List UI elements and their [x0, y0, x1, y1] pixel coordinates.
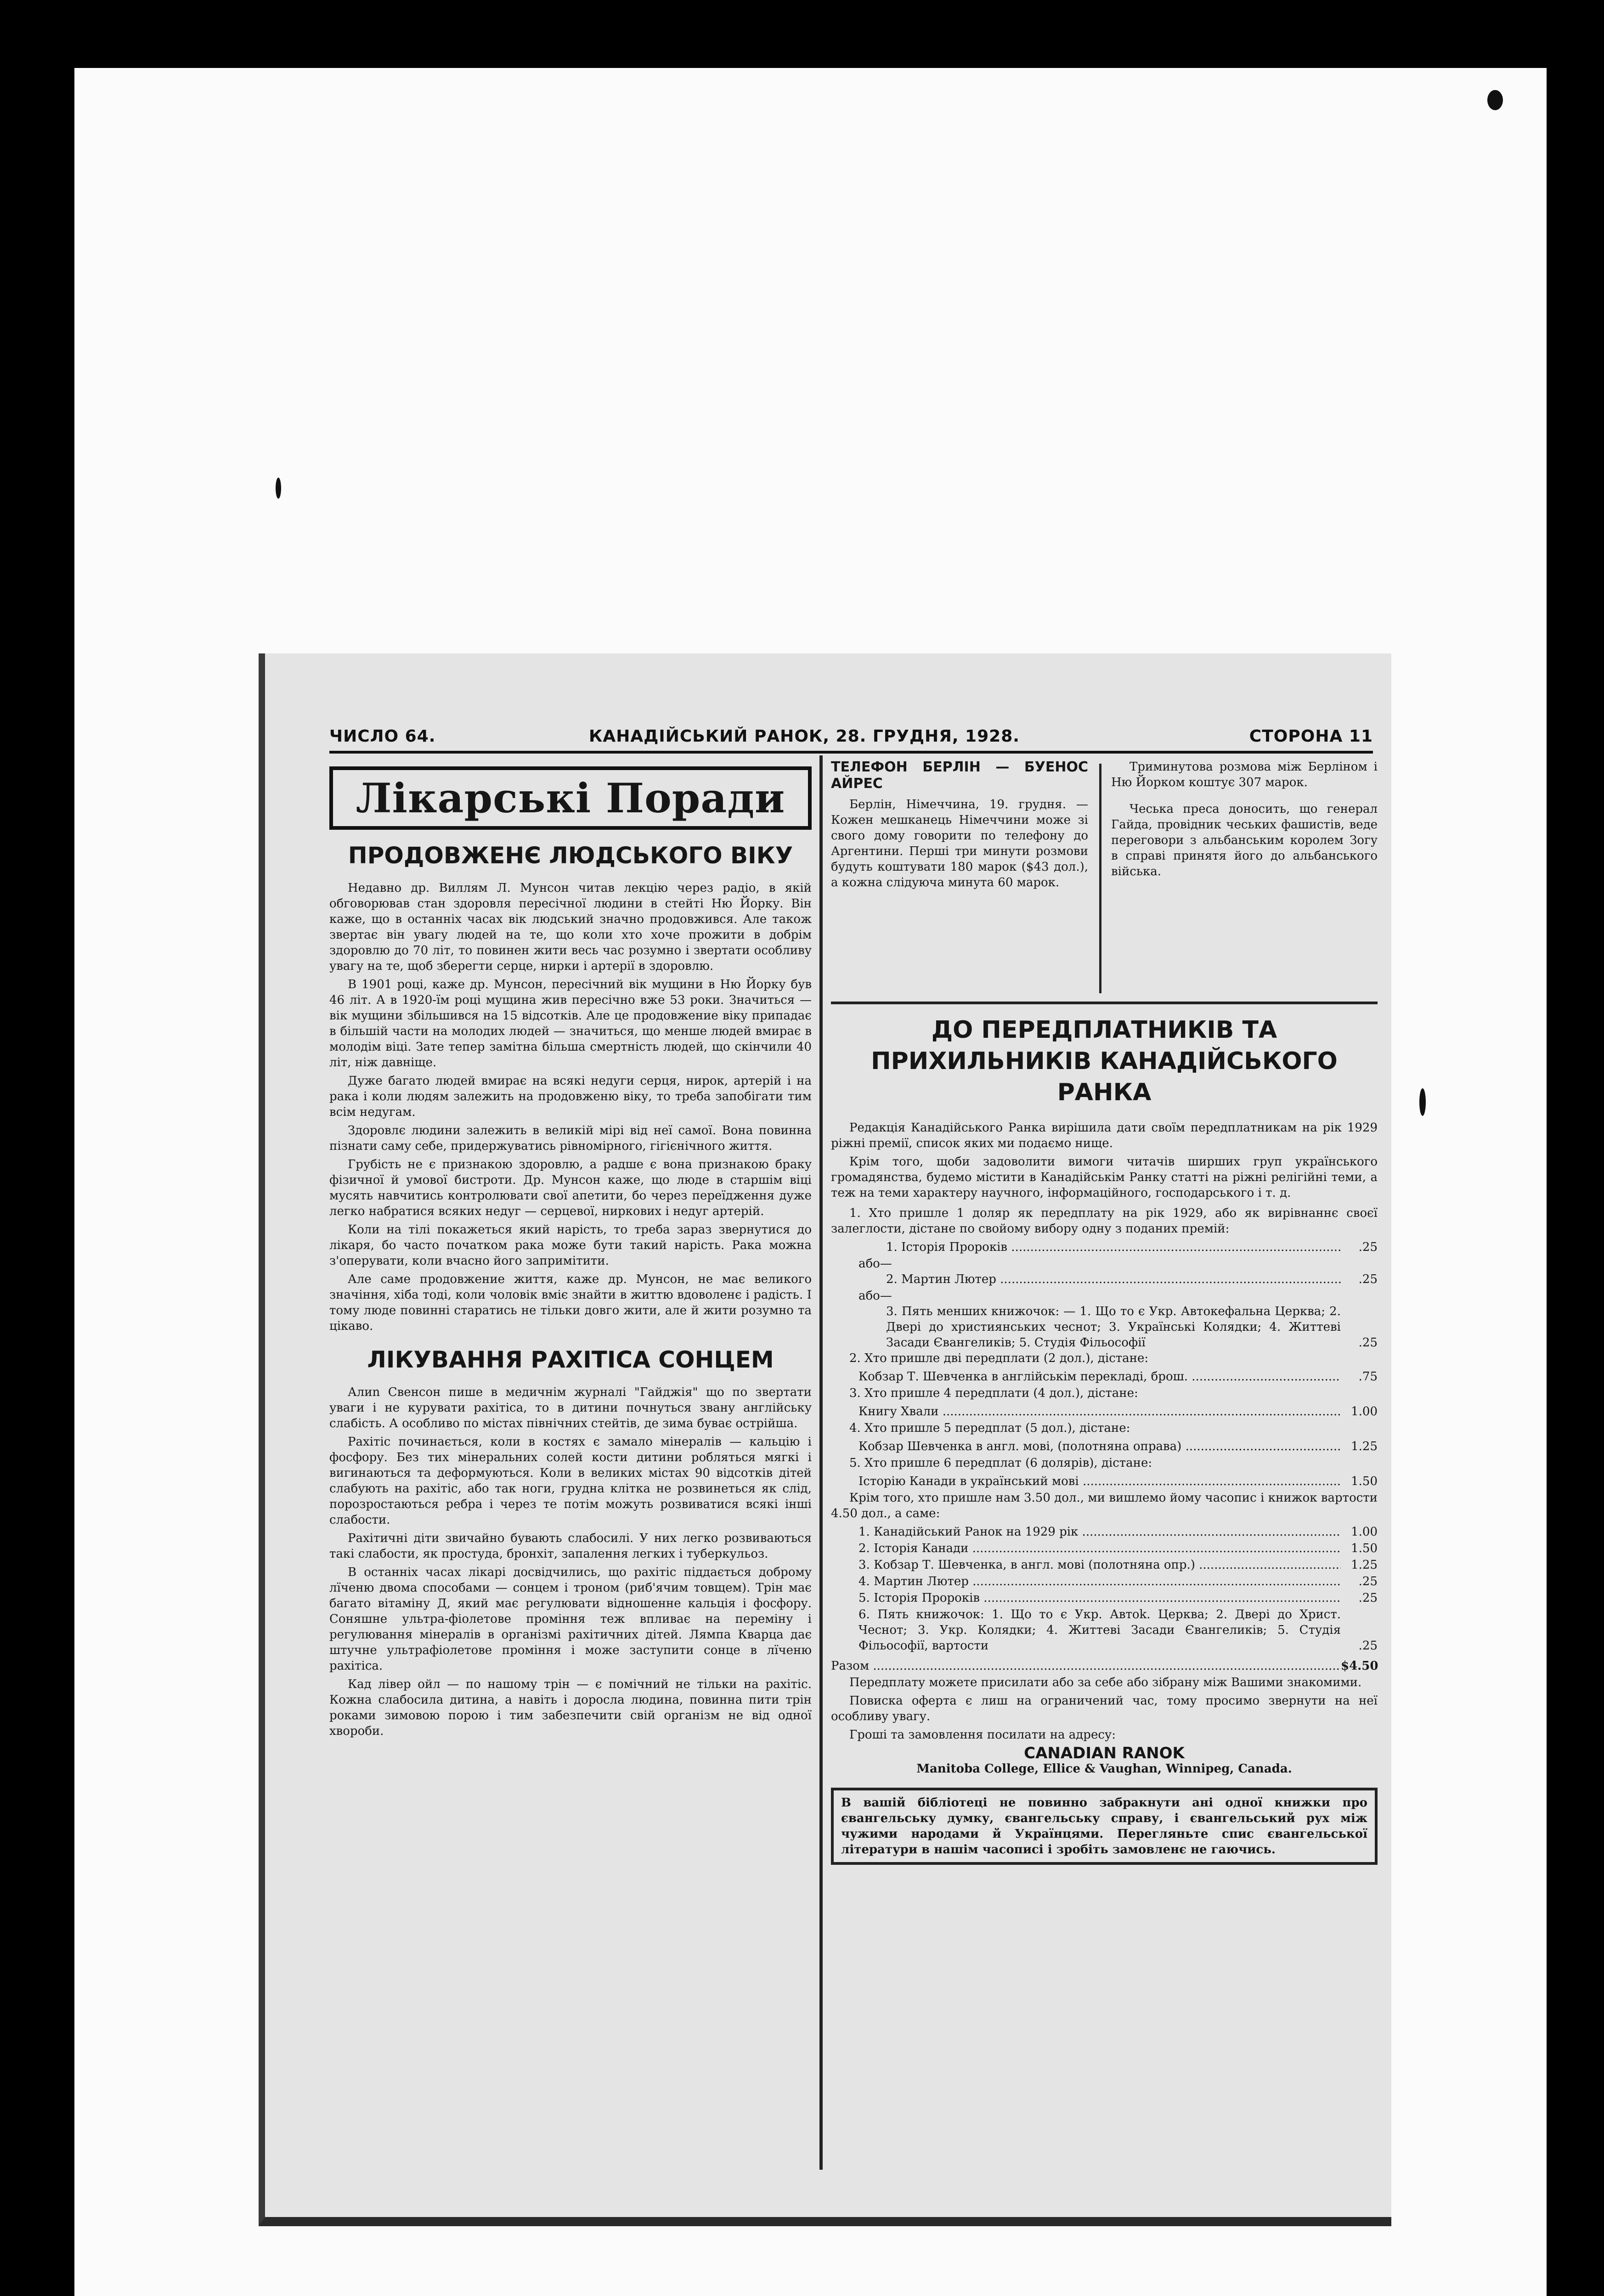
- section-title-box: [329, 766, 812, 830]
- offer-line: 1. Хто пришле 1 доляр як передплату на рік 1929, або як вирівнаннє своєї залеглости, дістане по свойому вибору одну з поданих премій:: [831, 1206, 1378, 1236]
- total-line: Разом ..... $4.50: [831, 1658, 1378, 1674]
- bundle-item: 1. Канадійський Ранок на 1929 рік ..... 1.00: [831, 1524, 1378, 1540]
- article-paragraph: Але саме продовжение життя, каже др. Мунсон, не має великого значіння, хіба тоді, коли чоловік вміє знайти в життю вдоволенє і радість. І тому люде повинні старатись не тільки довго жити, але й жити розумно та цікаво.: [329, 1272, 812, 1333]
- article-paragraph: Рахітичні діти звичайно бувають слабосилі. У них легко розвиваються такі слабости, як простуда, бронхіт, запалення легких і туберкульоз.: [329, 1531, 812, 1561]
- article-paragraph: Грубість не є признакою здоровлю, а радше є вона признакою браку фізичної й умової бистроти. Др. Мунсон каже, що люде в старшім віці мусять навчитись контролювати свої апетити, бо через переїдження дуже легко набратися всяких недуг — серцевої, нирковиx і недуг артерій.: [329, 1158, 812, 1218]
- subscription-paragraph: Крім того, хто пришле нам 3.50 дол., ми вишлемо йому часопис і книжок вартости 4.50 дол., а саме:: [831, 1491, 1378, 1520]
- header-rule: [329, 751, 1373, 754]
- premium-item: 1. Історія Пророків ..... .25: [831, 1239, 1378, 1255]
- section-title: Лікарські Поради: [356, 774, 785, 822]
- bundle-item: 4. Мартин Лютер ..... .25: [831, 1574, 1378, 1589]
- page-header: [329, 727, 1373, 750]
- left-column: [329, 759, 812, 2164]
- film-speck: [1487, 90, 1503, 110]
- right-column: [831, 759, 1378, 2169]
- article-paragraph: Недавно др. Виллям Л. Мунсон читав лекцію через радіо, в якій обговорював стан здоровля пересічної людини в стейті Ню Йорку. Він каже, що в останніх часах вік людський значно продовжився. Але також звертає він увагу людей на те, що коли хто хоче прожити в добрім здоровлю до 70 літ, то повинен жити весь час розумно і звертати особливу увагу на те, щоб зберегти серце, нирки і артерії в здоровлю.: [329, 881, 812, 973]
- issue-number: ЧИСЛО 64.: [329, 727, 436, 746]
- paper-dateline: КАНАДІЙСЬКИЙ РАНОК, 28. ГРУДНЯ, 1928.: [589, 727, 1020, 746]
- news-item: [831, 759, 1088, 893]
- article-paragraph: Алиn Свенсон пише в медичнім журналі "Гайджія" що по звертати уваги і не курувати рахітіса, то в дитини почнуться звану англійську слабість. А особливо по містах північних стейтів, де зима буває острійша.: [329, 1385, 812, 1430]
- subscription-heading: ДО ПЕРЕДПЛАТНИКІВ ТА ПРИХИЛЬНИКІВ КАНАДІЙСЬКОГО РАНКА: [871, 1016, 1338, 1106]
- news-item: [1111, 759, 1378, 882]
- news-text: Чеська преса доносить, що генерал Гайда, провідник чеських фашистів, веде переговори з альбанським королем Зогу в справі принятя його до альбанського війська.: [1111, 802, 1378, 878]
- offer-line: 3. Хто пришле 4 передплати (4 дол.), дістане:: [849, 1386, 1138, 1400]
- article-heading: ЛІКУВАННЯ РАХІТІСА СОНЦЕМ: [367, 1346, 774, 1373]
- or-label: або—: [858, 1257, 892, 1271]
- news-headline: ТЕЛЕФОН БЕРЛІН — БУЕНОС АЙРЕС: [831, 759, 1088, 792]
- article-heading: ПРОДОВЖЕНЄ ЛЮДСЬКОГО ВІКУ: [348, 842, 793, 869]
- article-paragraph: В 1901 році, каже др. Мунсон, пересічний вік мущини в Ню Йорку був 46 літ. А в 1920-їм році мущина жив пересічно вже 53 роки. Значиться — вік мущини збільшився на 15 відсотків. Але це продовжение віку припадає в більшій части на молодих людей — значиться, що менше людей вмирає в молодім віці. Зате тепер замітна більша смертність людей, що скінчили 40 літ, ніж давніще.: [329, 978, 812, 1069]
- address-name: CANADIAN RANOK: [1024, 1744, 1185, 1762]
- offer-line: 2. Хто пришле дві передплати (2 дол.), дістане:: [849, 1351, 1149, 1365]
- article-paragraph: Дуже багато людей вмирає на всякі недуги серця, нирок, артерій і на рака і коли людям залежить на продовженю віку, то треба запобігати тим всім недугам.: [329, 1074, 812, 1119]
- premium-item: Історію Канади в український мові ..... 1.50: [831, 1474, 1378, 1489]
- bundle-item: 5. Історія Пророків ..... .25: [831, 1590, 1378, 1606]
- newspaper-page: [259, 653, 1391, 2226]
- column-rule: [1099, 764, 1101, 993]
- news-briefs: [831, 759, 1378, 998]
- article-paragraph: Здоровлє людини залежить в великій мірі від неї самої. Вона повинна пізнати саму себе, придержуватись рівномірного, гігієнічного життя.: [329, 1124, 812, 1153]
- article-paragraph: Коли на тілі покажеться який нарість, то треба зараз звернутися до лікаря, бо часто початком рака може бути такий нарість. Рака можна з'оперувати, коли вчасно його запримітити.: [329, 1223, 812, 1268]
- film-speck: [276, 478, 281, 499]
- address-line: Manitoba College, Ellice & Vaughan, Winnipeg, Canada.: [916, 1762, 1292, 1776]
- subscription-paragraph: Передплату можете присилати або за себе або зібрану між Вашими знакомими.: [849, 1676, 1362, 1689]
- news-text: Берлін, Німеччина, 19. грудня. — Кожен мешканець Німеччини може зі свого дому говорити по телефону до Аргентини. Перші три минути розмови будуть коштувати 180 марок ($43 дол.), а кожна слідуюча минута 60 марок.: [831, 798, 1088, 889]
- subscription-paragraph: Крім того, щоби задоволити вимоги читачів ширших груп українського громадянства, будемо містити в Канадійськім Ранку статті на ріжні релігійні теми, а теж на теми характеру научного, інформаційного, господарського і т. д.: [831, 1155, 1378, 1200]
- subscription-paragraph: Гроші та замовлення посилати на адресу:: [849, 1728, 1116, 1742]
- article-paragraph: Кад лівер ойл — по нашому трін — є помічний не тільки на рахітіс. Кожна слабосила дитина, а навіть і дороcла людина, повинна пити трін роками зимовою порою і тим забезпечити свій організм не від одної хвороби.: [329, 1677, 812, 1738]
- or-label: або—: [858, 1289, 892, 1303]
- page-number: СТОРОНА 11: [1249, 727, 1373, 746]
- news-text: Триминутова розмова між Берліном і Ню Йорком коштує 307 марок.: [1111, 760, 1378, 789]
- article-paragraph: Рахітіс починається, коли в костях є замало мінералів — кальцію і фосфору. Без тих мінеральних солей кости дитини робляться мягкі і вигинаються та деформуються. Коли в великих містах 90 відсотків дітей слабують на рахітіс, або так ноги, грудна клітка не розвинеться як слід, порозростаються ребра і через те потім можуть розвиватися всякі інші слабости.: [329, 1435, 812, 1527]
- premium-item: Кобзар Т. Шевченка в англійськім перекладі, брош. ..... .75: [831, 1369, 1378, 1384]
- article-paragraph: В останніх часах лікарі досвідчились, що рахітіс піддається доброму лїченю двома способами — сонцем і троном (риб'ячим товщем). Трін має багато вітаміну Д, який має регулювати відношенне кальція і фосфору. Соняшне ультра-фіолетове проміння теж впливає на переміну і регулювання мінералів в організмі рахітичних дітей. Лямпа Кварца дає штучне ультрафіолетове проміння і може заступити сонце в лїченю рахітіса.: [329, 1565, 812, 1673]
- premium-item: Кобзар Шевченка в англ. мові, (полотняна оправа) ..... 1.25: [831, 1439, 1378, 1454]
- bundle-item: 6. Пять книжочок: 1. Що то є Укр. Автоk. Церква; 2. Двері до Христ. Чеснот; 3. Укр. Колядки; 4. Життеві Засади Євангеликів; 5. Студія Фільософії, вартости .25: [858, 1608, 1378, 1653]
- notice-box: В вашій бібліотеці не повинно забракнути ані одної книжки про євангельську думку, євангельську справу, і євангельський рух між чужими народами й Українцями. Перегляньте спис євангельської літератури в нашім часописі і зробіть замовленє не гаючись.: [831, 1788, 1378, 1865]
- subscription-paragraph: Редакція Канадійського Ранка вирішила дати своїм передплатникам на рік 1929 ріжні премії, список яких ми подаємо нище.: [831, 1121, 1378, 1150]
- film-speck: [1419, 1088, 1426, 1116]
- bundle-item: 3. Кобзар Т. Шевченка, в англ. мові (полотняна опр.) ..... 1.25: [831, 1557, 1378, 1573]
- section-rule: [831, 1002, 1378, 1004]
- offer-line: 4. Хто пришле 5 передплат (5 дол.), дістане:: [849, 1421, 1130, 1435]
- subscription-paragraph: Повиска оферта є лиш на ограничений час, тому просимо звернути на неї особливу увагу.: [831, 1694, 1378, 1723]
- premium-item: 3. Пять менших книжочок: — 1. Що то є Укр. Автокефальна Церква; 2. Двері до християнських чеснот; 3. Українські Колядки; 4. Життеві Засади Євангеликів; 5. Студія Фільософії .25: [886, 1305, 1378, 1350]
- offer-line: 5. Хто пришле 6 передплат (6 долярів), дістане:: [849, 1456, 1152, 1470]
- bundle-item: 2. Історія Канади ..... 1.50: [831, 1541, 1378, 1556]
- column-rule: [819, 755, 823, 2170]
- premium-item: Книгу Хвали ..... 1.00: [831, 1404, 1378, 1419]
- premium-item: 2. Мартин Лютер ..... .25: [831, 1272, 1378, 1287]
